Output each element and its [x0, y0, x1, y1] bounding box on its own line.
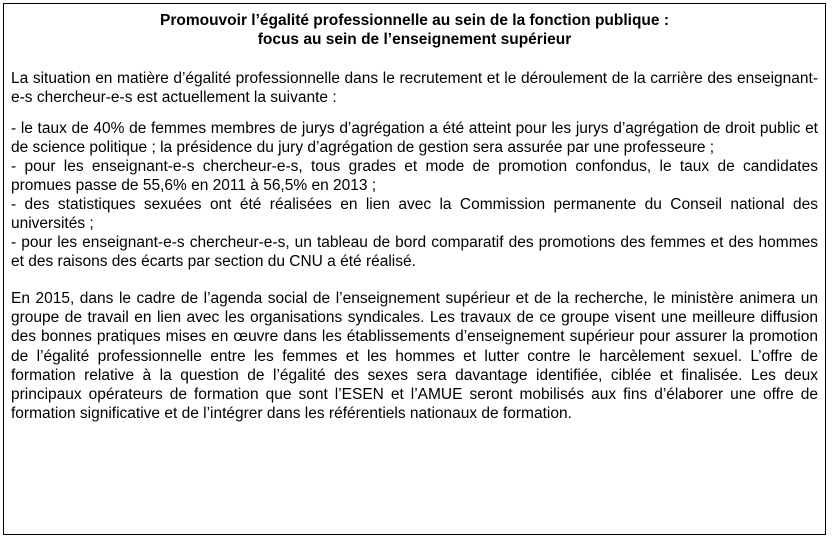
box-title-line-2: focus au sein de l’enseignement supérieur [257, 31, 572, 48]
situation-list [11, 119, 818, 271]
list-item: - pour les enseignant-e-s chercheur-e-s, un tableau de bord comparatif des promotions des femmes et des hommes et des raisons des écarts par section du CNU a été réalisé. [11, 234, 818, 270]
box-title-line-1: Promouvoir l’égalité professionnelle au sein de la fonction publique : [160, 12, 669, 29]
closing-paragraph: En 2015, dans le cadre de l’agenda social de l’enseignement supérieur et de la recherche, le ministère animera un groupe de travail en lien avec les organisations syndicales. Les travaux de ce groupe visent une meilleure diffusion des bonnes pratiques mises en œuvre dans les établissements d’enseignement supérieur pour assurer la promotion de l’égalité professionnelle entre les femmes et les hommes et lutter contre le harcèlement sexuel. L’offre de formation relative à la question de l’égalité des sexes sera davantage identifiée, ciblée et finalisée. Les deux principaux opérateurs de formation que sont l’ESEN et l’AMUE seront mobilisés aux fins d’élaborer une offre de formation significative et de l’intégrer dans les référentiels nationaux de formation. [11, 290, 818, 423]
intro-paragraph: La situation en matière d’égalité professionnelle dans le recrutement et le déroulement de la carrière des enseignant-e-s chercheur-e-s est actuellement la suivante : [11, 70, 818, 106]
text-box [3, 3, 826, 535]
list-item: - des statistiques sexuées ont été réalisées en lien avec la Commission permanente du Conseil national des universités ; [11, 196, 818, 232]
list-item: - le taux de 40% de femmes membres de jurys d’agrégation a été atteint pour les jurys d’agrégation de droit public et de science politique ; la présidence du jury d’agrégation de gestion sera assurée par une professeure ; [11, 120, 818, 156]
box-title [11, 11, 818, 49]
list-item: - pour les enseignant-e-s chercheur-e-s, tous grades et mode de promotion confondus, le taux de candidates promues passe de 55,6% en 2011 à 56,5% en 2013 ; [11, 158, 818, 194]
